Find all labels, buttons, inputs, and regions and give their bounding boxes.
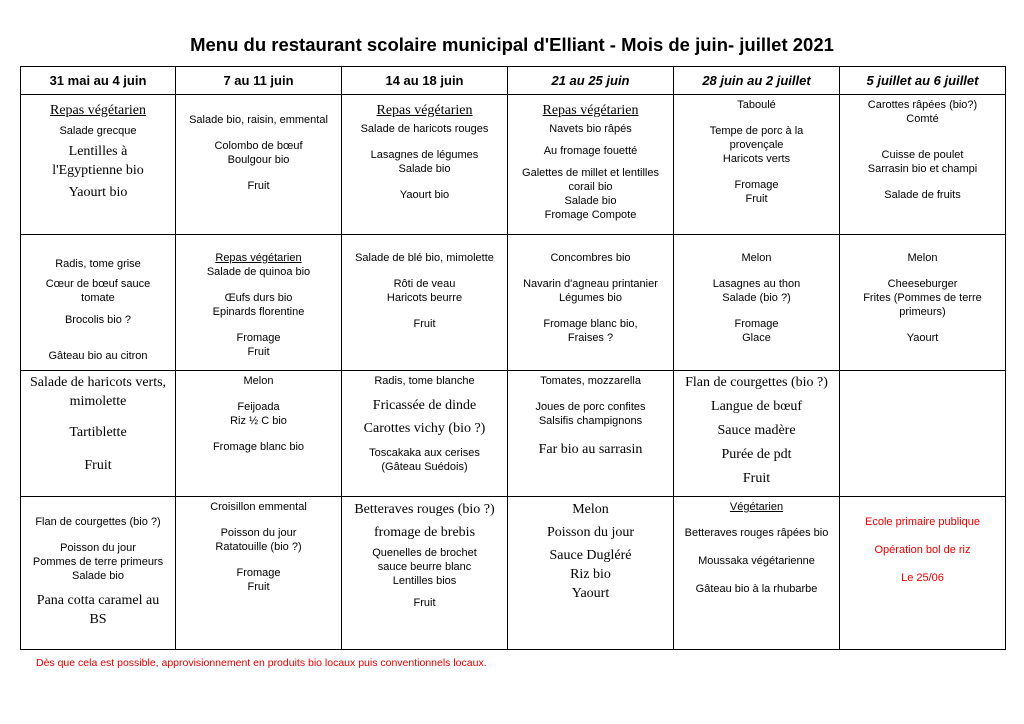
menu-cell xyxy=(508,497,674,650)
week-header: 28 juin au 2 juillet xyxy=(674,67,840,95)
week-header: 7 au 11 juin xyxy=(176,67,342,95)
menu-item: Fruit xyxy=(413,318,436,330)
week-header: 14 au 18 juin xyxy=(342,67,508,95)
menu-cell xyxy=(840,95,1006,235)
menu-item: Rôti de veau xyxy=(393,278,456,290)
menu-item: Purée de pdt xyxy=(721,447,792,462)
menu-item: Fromage xyxy=(236,567,281,579)
menu-item: Toscakaka aux cerises xyxy=(369,447,480,459)
menu-item: Lasagnes de légumes xyxy=(370,149,479,161)
menu-table xyxy=(20,66,1006,650)
menu-item: Végétarien xyxy=(729,501,784,513)
menu-item: Pana cotta caramel au BS xyxy=(36,593,160,627)
menu-cell xyxy=(840,497,1006,650)
menu-item: Fruit xyxy=(413,597,436,609)
menu-item: Flan de courgettes (bio ?) xyxy=(685,375,828,390)
menu-item: Taboulé xyxy=(737,99,776,111)
menu-cell xyxy=(674,497,840,650)
menu-cell xyxy=(342,95,508,235)
menu-item: Galettes de millet et lentilles corail bio xyxy=(522,167,659,193)
menu-item: Poisson du jour xyxy=(60,542,136,554)
menu-cell xyxy=(674,371,840,497)
menu-item: Riz ½ C bio xyxy=(230,415,287,427)
menu-cell xyxy=(840,235,1006,371)
menu-cell xyxy=(508,235,674,371)
menu-item: Melon xyxy=(741,252,772,264)
menu-item: Salade (bio ?) xyxy=(722,292,791,304)
menu-item: Lentilles bios xyxy=(392,575,457,587)
menu-item: Salade de blé bio, mimolette xyxy=(355,252,494,264)
menu-item: Repas végétarien xyxy=(215,252,302,264)
menu-item: Salade de haricots rouges xyxy=(360,123,489,135)
menu-row xyxy=(21,95,1006,235)
menu-item: Salade bio, raisin, emmental xyxy=(189,114,328,126)
menu-item: Colombo de bœuf xyxy=(214,140,303,152)
menu-item: Repas végétarien xyxy=(542,103,639,118)
menu-item: Tartiblette xyxy=(69,425,127,440)
menu-item: Betteraves rouges (bio ?) xyxy=(354,502,495,517)
menu-item: Riz bio xyxy=(570,567,611,582)
menu-item: Pommes de terre primeurs xyxy=(32,556,164,568)
menu-item: Frites (Pommes de terre primeurs) xyxy=(863,292,982,318)
menu-item: Melon xyxy=(907,252,938,264)
menu-cell xyxy=(508,371,674,497)
menu-item: Fruit xyxy=(84,458,112,473)
menu-item: Sarrasin bio et champi xyxy=(867,163,978,175)
menu-item: Carottes râpées (bio?) xyxy=(867,99,978,111)
menu-item: Fruit xyxy=(247,180,270,192)
menu-item: Navets bio râpés xyxy=(549,123,632,135)
menu-item: Gâteau bio à la rhubarbe xyxy=(695,583,818,595)
menu-item: Cheeseburger xyxy=(887,278,958,290)
menu-item: Sauce madère xyxy=(717,423,796,438)
menu-item: Cœur de bœuf sauce tomate xyxy=(45,278,151,304)
menu-cell xyxy=(176,497,342,650)
menu-item: Salade de quinoa bio xyxy=(206,266,311,278)
menu-item: Far bio au sarrasin xyxy=(538,442,643,457)
menu-cell xyxy=(176,235,342,371)
menu-cell xyxy=(21,497,176,650)
menu-item: Poisson du jour xyxy=(220,527,297,539)
menu-item: Tomates, mozzarella xyxy=(540,375,641,387)
menu-item: Feijoada xyxy=(237,401,280,413)
menu-item: Yaourt xyxy=(906,332,939,344)
menu-item: fromage de brebis xyxy=(373,525,476,540)
menu-item: Fruit xyxy=(247,581,270,593)
week-header: 5 juillet au 6 juillet xyxy=(840,67,1006,95)
menu-item: Fromage blanc bio, xyxy=(543,318,638,330)
menu-cell-empty xyxy=(840,371,1006,497)
menu-item: Fruit xyxy=(742,471,771,486)
menu-item: Sauce Dugléré xyxy=(549,548,632,563)
menu-item: Fromage xyxy=(734,318,779,330)
menu-item: Repas végétarien xyxy=(49,103,146,118)
menu-item: Au fromage fouetté xyxy=(543,145,638,157)
menu-item: Haricots verts xyxy=(722,153,791,165)
menu-item: Haricots beurre xyxy=(386,292,463,304)
menu-item: Yaourt bio xyxy=(68,185,128,200)
menu-item: Salade bio xyxy=(398,163,451,175)
menu-cell xyxy=(674,235,840,371)
menu-item: Salade bio xyxy=(564,195,617,207)
menu-item: Fromage Compote xyxy=(544,209,637,221)
menu-item: Radis, tome grise xyxy=(55,258,141,270)
menu-item: Fricassée de dinde xyxy=(372,398,477,413)
menu-cell xyxy=(176,95,342,235)
week-header-row xyxy=(21,67,1006,95)
menu-item: Fromage blanc bio xyxy=(212,441,305,453)
menu-item: Poisson du jour xyxy=(546,525,635,540)
menu-item: Concombres bio xyxy=(550,252,631,264)
menu-cell xyxy=(21,371,176,497)
page-title: Menu du restaurant scolaire municipal d'Elliant - Mois de juin- juillet 2021 xyxy=(190,34,834,55)
menu-item: Glace xyxy=(742,332,771,344)
menu-item: Yaourt bio xyxy=(399,189,450,201)
menu-item: Salade de haricots verts, mimolette xyxy=(29,375,167,409)
menu-cell xyxy=(674,95,840,235)
menu-item: Ratatouille (bio ?) xyxy=(215,541,302,553)
menu-item: Légumes bio xyxy=(559,292,622,304)
menu-item: Betteraves rouges râpées bio xyxy=(684,527,829,539)
menu-item: Navarin d'agneau printanier xyxy=(523,278,658,290)
menu-item: Œufs durs bio xyxy=(224,292,293,304)
menu-item: Salsifis champignons xyxy=(538,415,643,427)
menu-item: Fruit xyxy=(745,193,768,205)
menu-item: Comté xyxy=(906,113,939,125)
menu-item: Salade grecque xyxy=(59,125,137,137)
menu-item: Melon xyxy=(572,502,609,517)
menu-item: Quenelles de brochet sauce beurre blanc xyxy=(372,547,477,573)
menu-item: Joues de porc confites xyxy=(535,401,646,413)
menu-item: Moussaka végétarienne xyxy=(698,555,815,567)
menu-cell xyxy=(21,95,176,235)
week-header: 31 mai au 4 juin xyxy=(21,67,176,95)
menu-item: Repas végétarien xyxy=(376,103,473,118)
menu-item: Opération bol de riz xyxy=(874,544,971,556)
menu-item: Fraises ? xyxy=(567,332,614,344)
menu-item: Radis, tome blanche xyxy=(374,375,475,387)
menu-row xyxy=(21,235,1006,371)
menu-row xyxy=(21,371,1006,497)
menu-item: Carottes vichy (bio ?) xyxy=(363,421,486,436)
menu-cell xyxy=(508,95,674,235)
menu-item: Yaourt xyxy=(571,586,610,601)
menu-cell xyxy=(342,497,508,650)
menu-cell xyxy=(21,235,176,371)
menu-item: Le 25/06 xyxy=(901,572,944,584)
menu-item: Cuisse de poulet xyxy=(881,149,964,161)
menu-item: Croisillon emmental xyxy=(210,501,307,513)
menu-item: Tempe de porc à la provençale xyxy=(709,125,804,151)
menu-item: Melon xyxy=(243,375,274,387)
menu-item: Salade de fruits xyxy=(884,189,961,201)
menu-item: Fruit xyxy=(247,346,270,358)
menu-cell xyxy=(342,371,508,497)
menu-item: Boulgour bio xyxy=(227,154,290,166)
menu-item: Lasagnes au thon xyxy=(712,278,801,290)
footer-note: Dès que cela est possible, approvisionnement en produits bio locaux puis conventionnels locaux. xyxy=(36,657,487,669)
menu-cell xyxy=(342,235,508,371)
menu-cell xyxy=(176,371,342,497)
menu-item: Fromage xyxy=(734,179,779,191)
week-header: 21 au 25 juin xyxy=(508,67,674,95)
menu-item: Lentilles à l'Egyptienne bio xyxy=(52,144,144,178)
menu-row xyxy=(21,497,1006,650)
menu-item: Salade bio xyxy=(72,570,124,582)
menu-item: Fromage xyxy=(236,332,281,344)
menu-item: Langue de bœuf xyxy=(711,399,802,414)
menu-item: Epinards florentine xyxy=(212,306,305,318)
menu-item: Gâteau bio au citron xyxy=(48,350,148,362)
menu-item: Flan de courgettes (bio ?) xyxy=(35,516,161,528)
menu-item: Ecole primaire publique xyxy=(865,516,980,528)
menu-item: Brocolis bio ? xyxy=(64,314,132,326)
menu-item: (Gâteau Suédois) xyxy=(381,461,468,473)
